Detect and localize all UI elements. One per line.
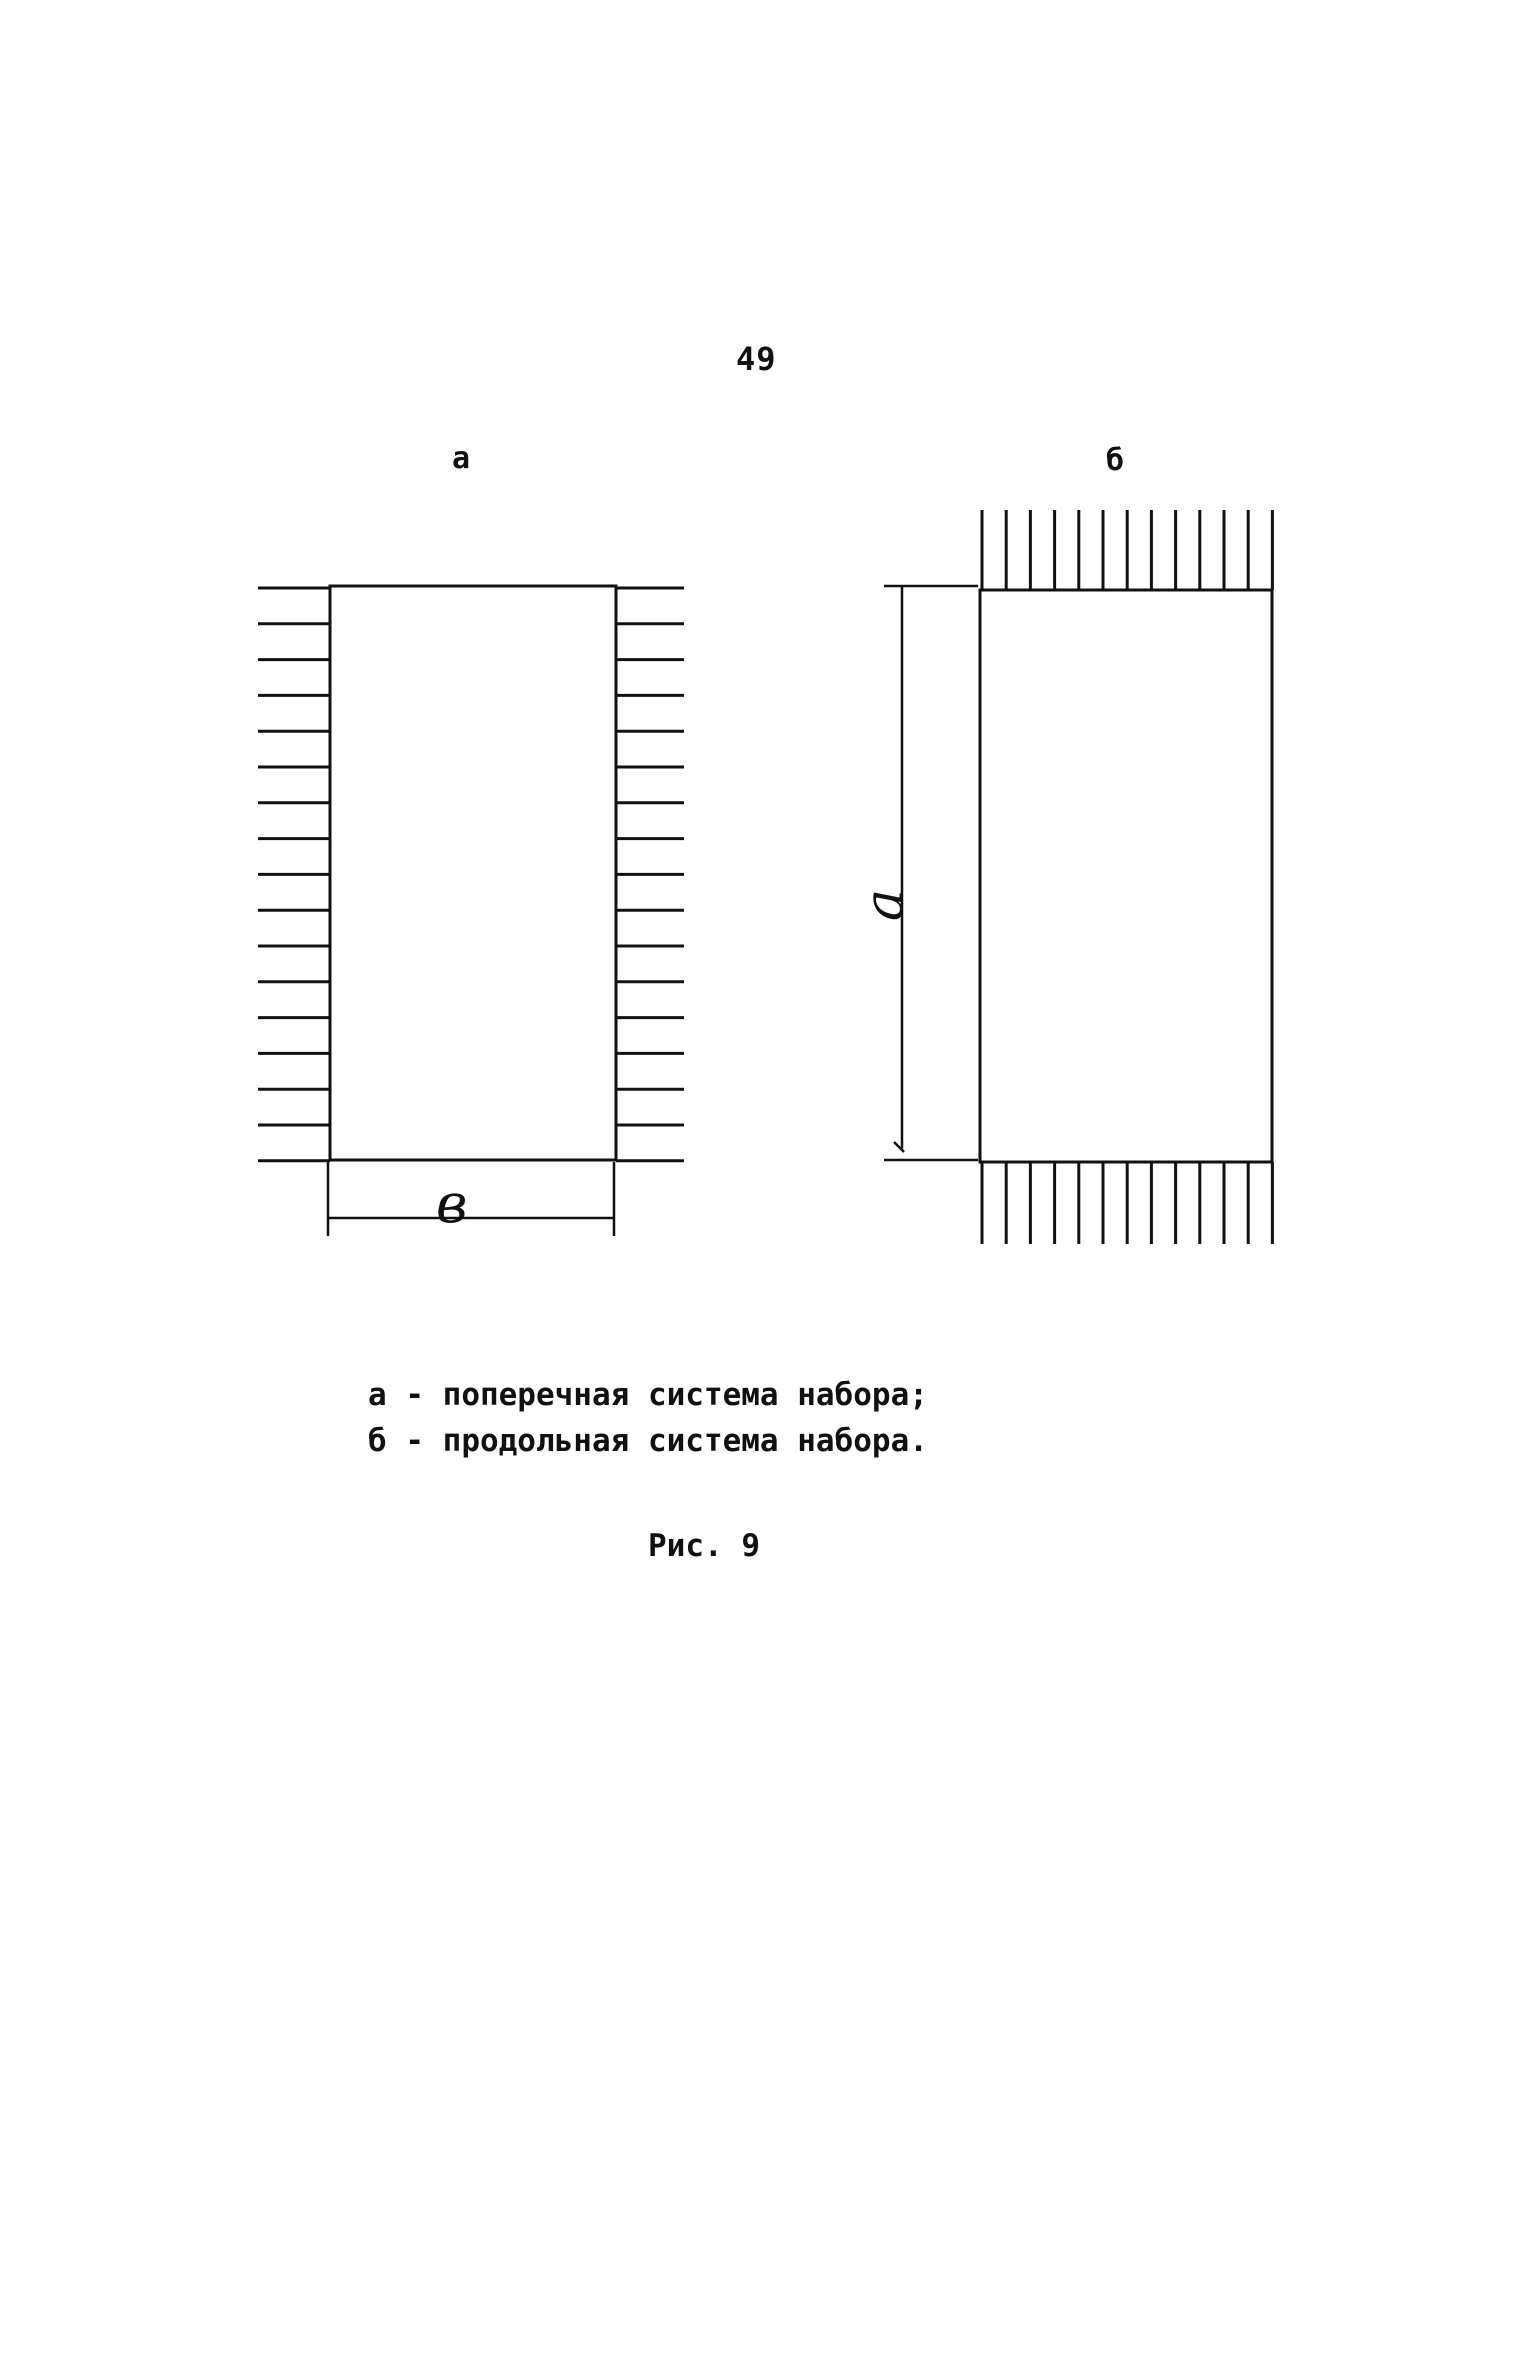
figure-caption: Рис. 9: [648, 1528, 760, 1564]
panel-b-label: б: [1106, 443, 1125, 478]
page-number: 49: [736, 340, 777, 378]
panel-a: [258, 586, 684, 1236]
panel-a-label: а: [452, 441, 471, 476]
panel-a-right-stiffeners: [616, 588, 684, 1161]
legend-item-a: а - поперечная система набора;: [368, 1377, 928, 1413]
panel-b-length-dimension: [884, 586, 978, 1160]
figure-legend: [368, 1372, 928, 1464]
panel-b-bottom-stiffeners: [982, 1162, 1272, 1244]
panel-a-left-stiffeners: [258, 588, 330, 1161]
panel-b: [852, 510, 1272, 1244]
panel-a-width-dimension: [328, 1162, 614, 1236]
legend-item-b: б - продольная система набора.: [368, 1423, 928, 1459]
panel-b-top-stiffeners: [982, 510, 1272, 590]
dimension-b-label: в: [436, 1172, 468, 1235]
panel-a-plate: [330, 586, 616, 1160]
dimension-a-label: a: [852, 888, 915, 922]
panel-b-plate: [980, 590, 1272, 1162]
